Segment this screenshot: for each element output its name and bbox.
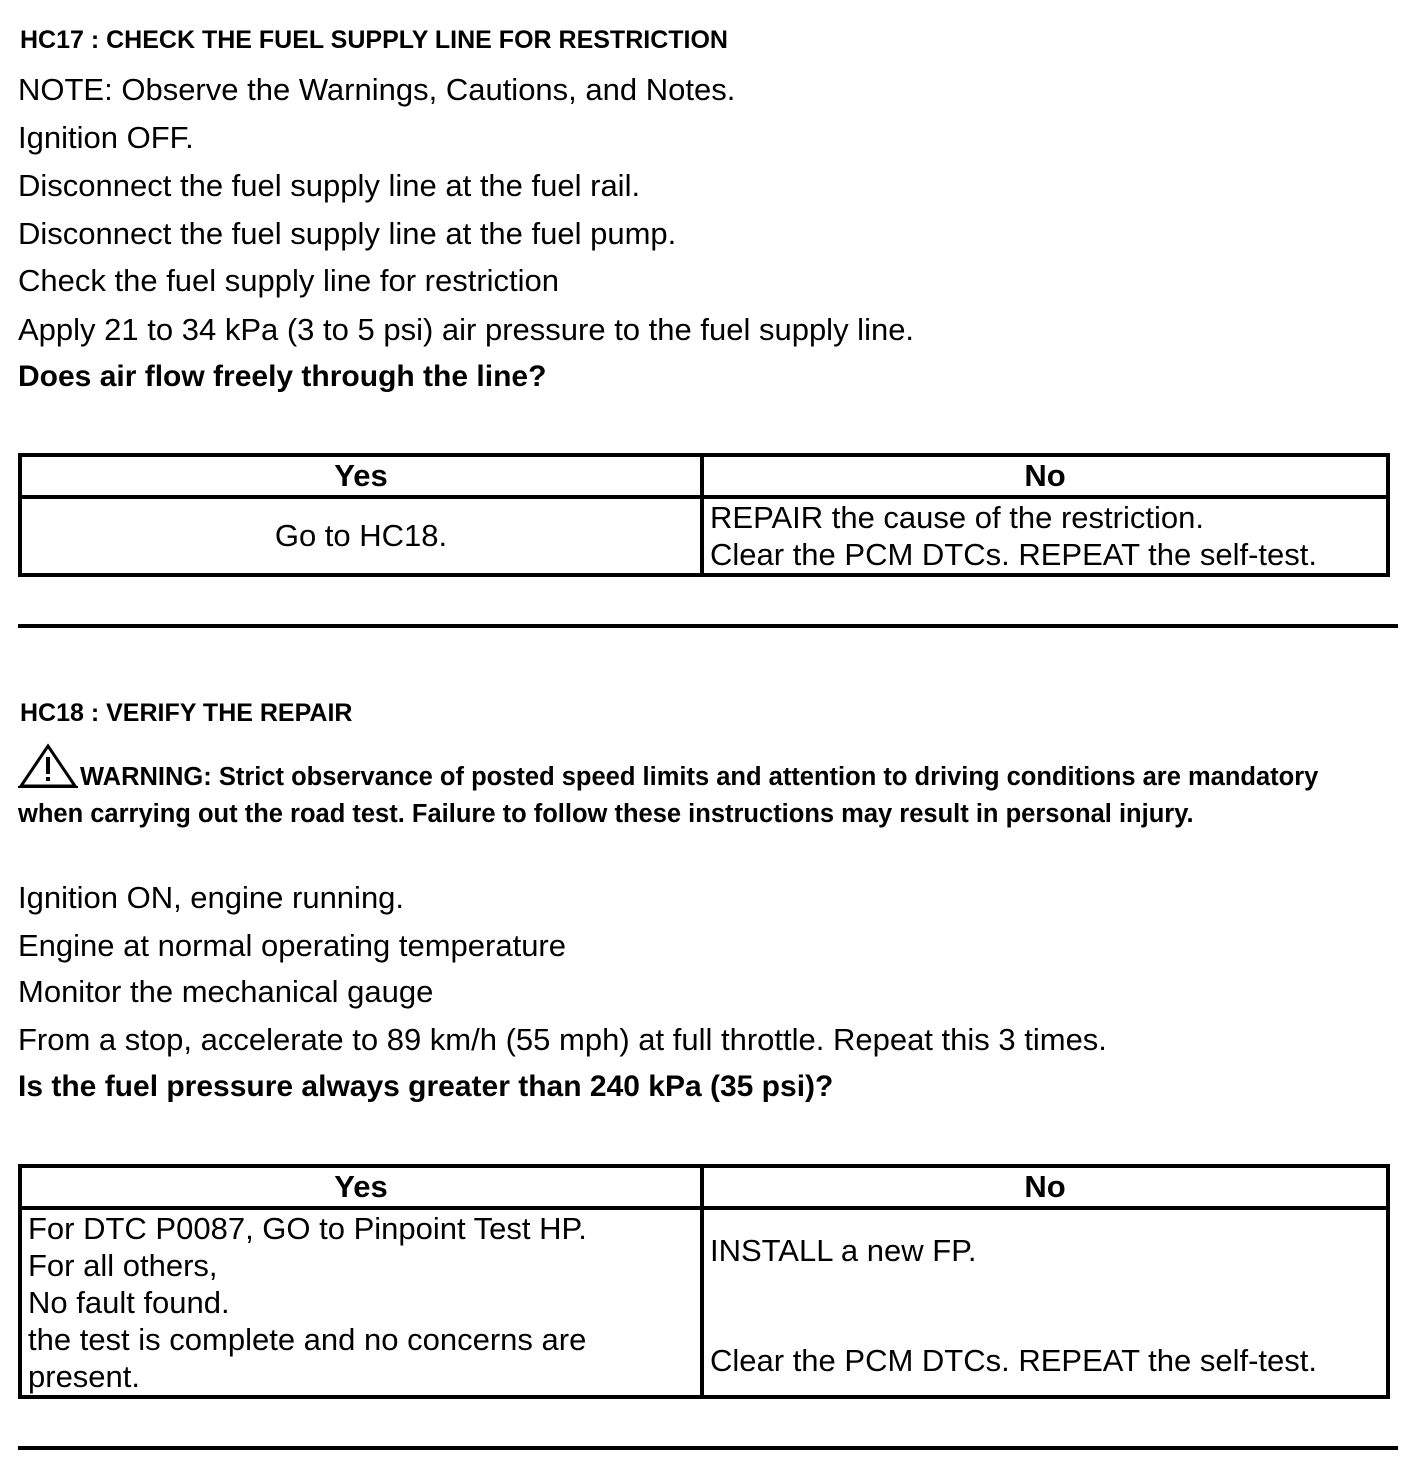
hc18-no-line: Clear the PCM DTCs. REPEAT the self-test. [710,1343,1317,1378]
hc18-no-line: INSTALL a new FP. [710,1233,977,1268]
hc17-step: Ignition OFF. [18,120,194,155]
hc18-question: Is the fuel pressure always greater than 240 kPa (35 psi)? [18,1070,834,1103]
hc18-step: From a stop, accelerate to 89 km/h (55 mph) at full throttle. Repeat this 3 times. [18,1022,1107,1057]
hc18-yes-line: No fault found. [28,1285,230,1320]
hc18-yes-action [20,1208,702,1397]
hc17-result-table [18,453,1390,577]
hc17-step: Disconnect the fuel supply line at the fuel rail. [18,168,641,203]
warning-label: WARNING [80,763,204,791]
hc18-yes-line: For DTC P0087, GO to Pinpoint Test HP. [28,1211,587,1246]
no-column-header: No [702,1166,1388,1208]
hc18-step: Engine at normal operating temperature [18,928,566,963]
hc17-no-action [702,497,1388,575]
section-divider [18,1446,1398,1450]
hc18-step: Monitor the mechanical gauge [18,974,434,1009]
section-divider [18,624,1398,628]
hc17-no-line: REPAIR the cause of the restriction. [710,500,1204,535]
yes-column-header: Yes [20,455,702,497]
no-column-header: No [702,455,1388,497]
hc18-heading: HC18 : VERIFY THE REPAIR [20,699,353,727]
hc17-question: Does air flow freely through the line? [18,360,547,393]
hc17-heading: HC17 : CHECK THE FUEL SUPPLY LINE FOR RESTRICTION [20,26,728,54]
hc18-step: Ignition ON, engine running. [18,880,405,915]
hc18-yes-line: present. [28,1359,141,1394]
hc17-step: Check the fuel supply line for restriction [18,263,560,298]
hc17-step: NOTE: Observe the Warnings, Cautions, and Notes. [18,72,736,107]
hc18-no-action [702,1208,1388,1397]
hc17-step: Disconnect the fuel supply line at the fuel pump. [18,216,677,251]
hc18-yes-line: the test is complete and no concerns are [28,1322,587,1357]
hc18-result-table [18,1164,1390,1399]
warning-block [18,743,1388,831]
yes-column-header: Yes [20,1166,702,1208]
hc17-yes-action: Go to HC18. [20,497,702,575]
hc17-no-line: Clear the PCM DTCs. REPEAT the self-test. [710,537,1317,572]
warning-triangle-icon [18,743,78,798]
hc17-step: Apply 21 to 34 kPa (3 to 5 psi) air pressure to the fuel supply line. [18,312,915,347]
warning-text: : Strict observance of posted speed limits and attention to driving conditions are mandatory when carrying out the road test. Failure to follow these instructions may result in personal injury. [18,763,1319,828]
hc18-yes-line: For all others, [28,1248,218,1283]
